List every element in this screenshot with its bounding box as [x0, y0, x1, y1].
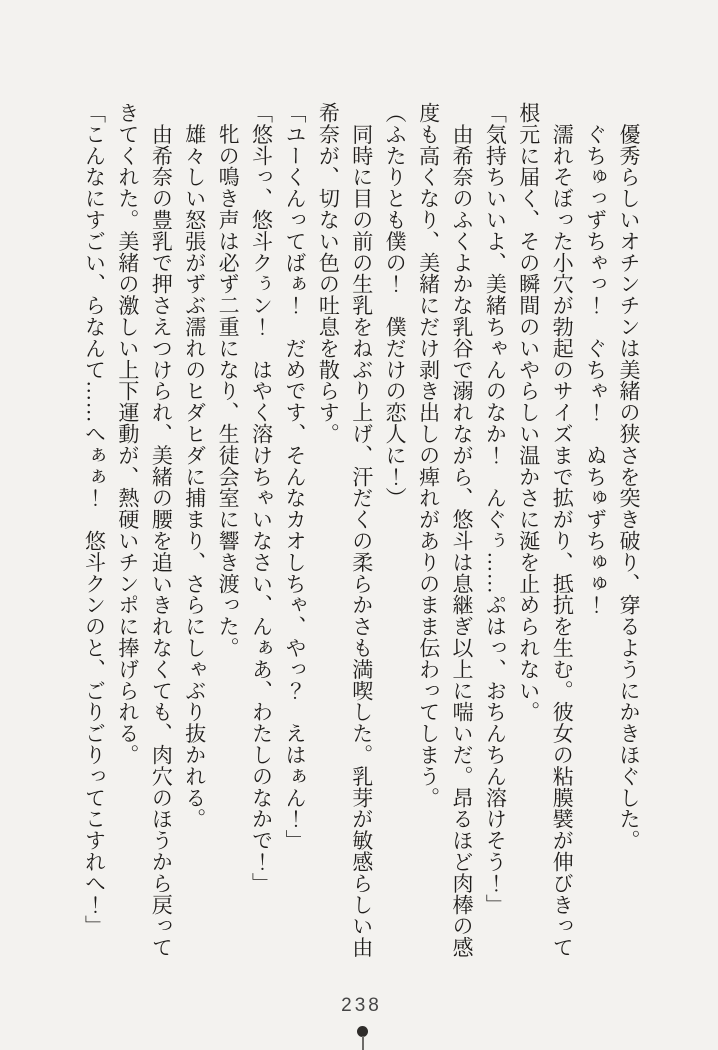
novel-paragraph: ぐちゅっずちゃっ！ ぐちゃ！ ぬちゅずちゅゅ！ [583, 102, 608, 616]
novel-paragraph: 由希奈のふくよかな乳谷で溺れながら、悠斗は息継ぎ以上に喘いだ。昂るほど肉棒の感度も高くなり、美緒にだけ剥き出しの痺れがありのまま伝わってしまう。 [416, 102, 474, 958]
page-number: 238 [341, 995, 382, 1016]
novel-paragraph: 濡れそぼった小穴が勃起のサイズまで拡がり、抵抗を生む。彼女の粘膜襞が伸びきって根元に届く、その瞬間のいやらしい温かさに涎を止められない。 [516, 102, 575, 958]
novel-paragraph: 同時に目の前の生乳をねぶり上げ、汗だくの柔らかさも満喫した。乳芽が敏感らしい由希奈が、切ない色の吐息を散らす。 [316, 102, 374, 958]
novel-paragraph: 「悠斗っ、悠斗クぅン！ はやく溶けちゃいなさい、んぁあ、わたしのなかで！」 [249, 102, 274, 894]
novel-paragraph: 「ユーくんってばぁ！ だめです、そんなカオしちゃ、やっ？ えはぁん！」 [282, 102, 307, 851]
vertical-text-block [77, 102, 645, 964]
novel-paragraph: 由希奈の豊乳で押さえつけられ、美緒の腰を追いきれなくても、肉穴のほうから戻ってきてくれた。美緒の激しい上下運動が、熱硬いチンポに捧げられる。 [115, 102, 174, 958]
novel-paragraph: 優秀らしいオチンチンは美緒の狭さを突き破り、穿るようにかきほぐした。 [617, 102, 641, 851]
novel-paragraph: （ふたりとも僕の！ 僕だけの恋人に！） [383, 102, 408, 509]
novel-paragraph: 牝の鳴き声は必ず二重になり、生徒会室に響き渡った。 [216, 102, 241, 659]
novel-paragraph: 「気持ちいいよ、美緒ちゃんのなか！ んぐぅ……ぷはっ、おちんちん溶けそう！」 [483, 102, 508, 916]
pin-stem [362, 1036, 364, 1050]
novel-paragraph: 「こんなにすごい、らなんて……へぁぁ！ 悠斗クンのと、ごりごりってこすれへ！」 [82, 102, 107, 937]
page-footer [0, 995, 718, 1050]
novel-paragraph: 雄々しい怒張がずぶ濡れのヒダヒダに捕まり、さらにしゃぶり抜かれる。 [182, 102, 207, 830]
